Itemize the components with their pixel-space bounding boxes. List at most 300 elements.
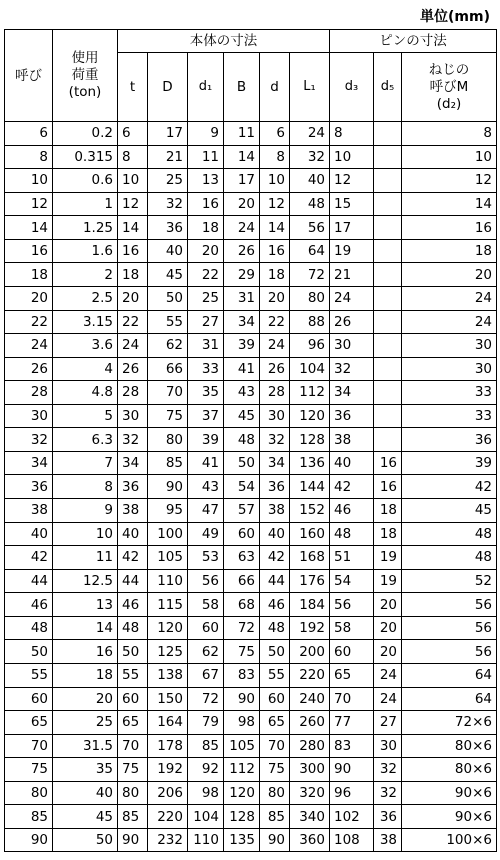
cell-t: 14: [118, 216, 148, 240]
cell-L1: 88: [290, 310, 330, 334]
header-d1: d₁: [188, 53, 224, 122]
cell-nominal: 70: [5, 734, 53, 758]
cell-d: 24: [260, 334, 290, 358]
cell-B: 128: [224, 805, 260, 829]
cell-d: 40: [260, 522, 290, 546]
cell-B: 48: [224, 428, 260, 452]
cell-load: 35: [53, 758, 118, 782]
cell-d1: 27: [188, 310, 224, 334]
table-row: [5, 216, 497, 240]
cell-d: 38: [260, 499, 290, 523]
cell-D: 100: [148, 522, 188, 546]
cell-d: 80: [260, 781, 290, 805]
cell-d5: [374, 357, 402, 381]
cell-B: 72: [224, 616, 260, 640]
cell-L1: 280: [290, 734, 330, 758]
cell-d3: 36: [330, 404, 374, 428]
cell-B: 83: [224, 663, 260, 687]
cell-d1: 110: [188, 828, 224, 852]
cell-D: 232: [148, 828, 188, 852]
cell-nominal: 16: [5, 239, 53, 263]
cell-load: 9: [53, 499, 118, 523]
unit-label: 単位(mm): [420, 9, 490, 25]
cell-D: 192: [148, 758, 188, 782]
cell-load: 0.2: [53, 122, 118, 146]
cell-d3: 58: [330, 616, 374, 640]
cell-load: 11: [53, 546, 118, 570]
cell-d3: 15: [330, 192, 374, 216]
cell-load: 7: [53, 451, 118, 475]
cell-nominal: 40: [5, 522, 53, 546]
cell-t: 80: [118, 781, 148, 805]
cell-thread: 56: [402, 616, 497, 640]
cell-D: 85: [148, 451, 188, 475]
cell-thread: 72×6: [402, 711, 497, 735]
cell-d5: [374, 239, 402, 263]
cell-thread: 16: [402, 216, 497, 240]
cell-d3: 8: [330, 122, 374, 146]
cell-load: 14: [53, 616, 118, 640]
cell-L1: 260: [290, 711, 330, 735]
cell-B: 20: [224, 192, 260, 216]
cell-d: 44: [260, 569, 290, 593]
cell-d5: 30: [374, 734, 402, 758]
cell-d3: 30: [330, 334, 374, 358]
cell-d1: 72: [188, 687, 224, 711]
cell-t: 46: [118, 593, 148, 617]
cell-nominal: 55: [5, 663, 53, 687]
header-working-load: [53, 30, 118, 122]
cell-d5: [374, 122, 402, 146]
cell-d3: 108: [330, 828, 374, 852]
cell-d5: 27: [374, 711, 402, 735]
cell-d5: 36: [374, 805, 402, 829]
header-thread-line3: (d₂): [436, 95, 462, 112]
cell-D: 110: [148, 569, 188, 593]
cell-d: 75: [260, 758, 290, 782]
cell-d3: 65: [330, 663, 374, 687]
cell-d: 14: [260, 216, 290, 240]
cell-L1: 48: [290, 192, 330, 216]
cell-t: 16: [118, 239, 148, 263]
header-pin-dimensions: ピンの寸法: [330, 30, 497, 53]
cell-B: 105: [224, 734, 260, 758]
table-row: [5, 192, 497, 216]
cell-d5: [374, 381, 402, 405]
cell-d1: 9: [188, 122, 224, 146]
cell-d: 10: [260, 169, 290, 193]
cell-t: 85: [118, 805, 148, 829]
cell-d1: 16: [188, 192, 224, 216]
cell-D: 36: [148, 216, 188, 240]
cell-d: 90: [260, 828, 290, 852]
cell-D: 66: [148, 357, 188, 381]
cell-thread: 12: [402, 169, 497, 193]
cell-d3: 21: [330, 263, 374, 287]
cell-d: 30: [260, 404, 290, 428]
cell-B: 29: [224, 263, 260, 287]
table-row: [5, 711, 497, 735]
cell-d5: [374, 145, 402, 169]
cell-t: 30: [118, 404, 148, 428]
cell-B: 24: [224, 216, 260, 240]
cell-load: 18: [53, 663, 118, 687]
cell-D: 32: [148, 192, 188, 216]
header-thread-line1: ねじの: [428, 61, 470, 78]
cell-load: 8: [53, 475, 118, 499]
cell-thread: 80×6: [402, 734, 497, 758]
cell-L1: 144: [290, 475, 330, 499]
table-row: [5, 546, 497, 570]
cell-thread: 64: [402, 663, 497, 687]
cell-B: 14: [224, 145, 260, 169]
cell-d3: 34: [330, 381, 374, 405]
cell-nominal: 18: [5, 263, 53, 287]
table-row: [5, 286, 497, 310]
table-row: [5, 687, 497, 711]
cell-D: 206: [148, 781, 188, 805]
cell-d5: 19: [374, 569, 402, 593]
cell-t: 28: [118, 381, 148, 405]
header-thread: [402, 53, 497, 122]
cell-nominal: 42: [5, 546, 53, 570]
cell-d5: 20: [374, 640, 402, 664]
cell-nominal: 14: [5, 216, 53, 240]
cell-B: 31: [224, 286, 260, 310]
table-row: [5, 451, 497, 475]
cell-L1: 64: [290, 239, 330, 263]
cell-d3: 56: [330, 593, 374, 617]
cell-L1: 200: [290, 640, 330, 664]
cell-thread: 56: [402, 640, 497, 664]
cell-thread: 24: [402, 286, 497, 310]
cell-d5: [374, 286, 402, 310]
cell-D: 80: [148, 428, 188, 452]
cell-t: 36: [118, 475, 148, 499]
cell-B: 135: [224, 828, 260, 852]
cell-d3: 12: [330, 169, 374, 193]
cell-load: 50: [53, 828, 118, 852]
cell-d3: 24: [330, 286, 374, 310]
cell-nominal: 8: [5, 145, 53, 169]
cell-nominal: 28: [5, 381, 53, 405]
table-row: [5, 428, 497, 452]
cell-load: 6.3: [53, 428, 118, 452]
cell-L1: 96: [290, 334, 330, 358]
cell-d1: 47: [188, 499, 224, 523]
cell-d: 50: [260, 640, 290, 664]
table-row: [5, 781, 497, 805]
cell-nominal: 10: [5, 169, 53, 193]
cell-B: 68: [224, 593, 260, 617]
cell-load: 1: [53, 192, 118, 216]
cell-D: 120: [148, 616, 188, 640]
cell-D: 90: [148, 475, 188, 499]
cell-thread: 48: [402, 546, 497, 570]
cell-L1: 300: [290, 758, 330, 782]
cell-L1: 340: [290, 805, 330, 829]
cell-t: 22: [118, 310, 148, 334]
cell-d1: 37: [188, 404, 224, 428]
cell-D: 150: [148, 687, 188, 711]
cell-d1: 13: [188, 169, 224, 193]
cell-d1: 49: [188, 522, 224, 546]
cell-d5: [374, 334, 402, 358]
cell-B: 66: [224, 569, 260, 593]
cell-thread: 100×6: [402, 828, 497, 852]
header-B: B: [224, 53, 260, 122]
cell-B: 63: [224, 546, 260, 570]
cell-d5: 20: [374, 616, 402, 640]
cell-t: 26: [118, 357, 148, 381]
cell-load: 45: [53, 805, 118, 829]
cell-d: 32: [260, 428, 290, 452]
cell-d1: 67: [188, 663, 224, 687]
cell-L1: 56: [290, 216, 330, 240]
header-load-line2: 荷重: [71, 67, 99, 83]
cell-d1: 41: [188, 451, 224, 475]
cell-d5: 18: [374, 499, 402, 523]
cell-d3: 19: [330, 239, 374, 263]
cell-D: 55: [148, 310, 188, 334]
cell-nominal: 12: [5, 192, 53, 216]
cell-nominal: 46: [5, 593, 53, 617]
cell-thread: 33: [402, 381, 497, 405]
cell-B: 75: [224, 640, 260, 664]
table-row: [5, 334, 497, 358]
cell-t: 50: [118, 640, 148, 664]
cell-L1: 320: [290, 781, 330, 805]
cell-D: 220: [148, 805, 188, 829]
cell-d5: 18: [374, 522, 402, 546]
cell-d: 8: [260, 145, 290, 169]
cell-d: 65: [260, 711, 290, 735]
cell-thread: 80×6: [402, 758, 497, 782]
cell-load: 4.8: [53, 381, 118, 405]
table-row: [5, 475, 497, 499]
cell-d: 22: [260, 310, 290, 334]
table-row: [5, 499, 497, 523]
table-row: [5, 145, 497, 169]
cell-d: 36: [260, 475, 290, 499]
cell-B: 112: [224, 758, 260, 782]
cell-d5: 16: [374, 451, 402, 475]
cell-nominal: 75: [5, 758, 53, 782]
cell-nominal: 36: [5, 475, 53, 499]
cell-nominal: 44: [5, 569, 53, 593]
cell-d5: 32: [374, 781, 402, 805]
cell-d1: 79: [188, 711, 224, 735]
table-row: [5, 569, 497, 593]
cell-load: 1.6: [53, 239, 118, 263]
cell-t: 18: [118, 263, 148, 287]
table-row: [5, 122, 497, 146]
cell-L1: 176: [290, 569, 330, 593]
cell-load: 2: [53, 263, 118, 287]
cell-d5: 32: [374, 758, 402, 782]
cell-d: 34: [260, 451, 290, 475]
cell-load: 0.315: [53, 145, 118, 169]
cell-d1: 104: [188, 805, 224, 829]
cell-nominal: 26: [5, 357, 53, 381]
cell-B: 57: [224, 499, 260, 523]
cell-t: 8: [118, 145, 148, 169]
cell-thread: 52: [402, 569, 497, 593]
cell-load: 4: [53, 357, 118, 381]
cell-d1: 53: [188, 546, 224, 570]
cell-thread: 36: [402, 428, 497, 452]
cell-d5: 19: [374, 546, 402, 570]
cell-D: 70: [148, 381, 188, 405]
cell-d1: 35: [188, 381, 224, 405]
cell-d3: 102: [330, 805, 374, 829]
table-body: [5, 122, 497, 852]
cell-t: 48: [118, 616, 148, 640]
table-row: [5, 239, 497, 263]
cell-L1: 152: [290, 499, 330, 523]
table-row: [5, 522, 497, 546]
table-row: [5, 758, 497, 782]
cell-d1: 25: [188, 286, 224, 310]
header-d: d: [260, 53, 290, 122]
cell-nominal: 65: [5, 711, 53, 735]
cell-D: 125: [148, 640, 188, 664]
cell-d3: 46: [330, 499, 374, 523]
cell-L1: 112: [290, 381, 330, 405]
cell-t: 70: [118, 734, 148, 758]
header-nominal: 呼び: [5, 30, 53, 122]
cell-d5: [374, 404, 402, 428]
cell-nominal: 85: [5, 805, 53, 829]
table-row: [5, 593, 497, 617]
cell-d5: 38: [374, 828, 402, 852]
cell-t: 42: [118, 546, 148, 570]
cell-d1: 11: [188, 145, 224, 169]
cell-B: 39: [224, 334, 260, 358]
cell-d1: 85: [188, 734, 224, 758]
cell-D: 105: [148, 546, 188, 570]
cell-thread: 18: [402, 239, 497, 263]
cell-load: 2.5: [53, 286, 118, 310]
cell-t: 32: [118, 428, 148, 452]
table-row: [5, 663, 497, 687]
dimension-table: [4, 29, 497, 852]
cell-load: 5: [53, 404, 118, 428]
cell-nominal: 50: [5, 640, 53, 664]
cell-d: 55: [260, 663, 290, 687]
cell-d3: 38: [330, 428, 374, 452]
cell-d3: 83: [330, 734, 374, 758]
cell-L1: 192: [290, 616, 330, 640]
cell-L1: 40: [290, 169, 330, 193]
cell-d: 42: [260, 546, 290, 570]
cell-t: 6: [118, 122, 148, 146]
cell-t: 40: [118, 522, 148, 546]
table-row: [5, 734, 497, 758]
cell-B: 54: [224, 475, 260, 499]
cell-B: 120: [224, 781, 260, 805]
cell-d5: 16: [374, 475, 402, 499]
cell-thread: 56: [402, 593, 497, 617]
cell-B: 34: [224, 310, 260, 334]
cell-nominal: 24: [5, 334, 53, 358]
cell-d1: 31: [188, 334, 224, 358]
cell-thread: 90×6: [402, 805, 497, 829]
table-row: [5, 616, 497, 640]
cell-nominal: 38: [5, 499, 53, 523]
cell-d: 6: [260, 122, 290, 146]
cell-d3: 40: [330, 451, 374, 475]
cell-d: 26: [260, 357, 290, 381]
cell-B: 11: [224, 122, 260, 146]
table-row: [5, 357, 497, 381]
cell-t: 10: [118, 169, 148, 193]
cell-B: 50: [224, 451, 260, 475]
cell-d3: 51: [330, 546, 374, 570]
cell-d1: 98: [188, 781, 224, 805]
cell-L1: 24: [290, 122, 330, 146]
cell-nominal: 6: [5, 122, 53, 146]
cell-thread: 45: [402, 499, 497, 523]
cell-d: 28: [260, 381, 290, 405]
cell-B: 43: [224, 381, 260, 405]
cell-L1: 128: [290, 428, 330, 452]
cell-d3: 77: [330, 711, 374, 735]
cell-d: 70: [260, 734, 290, 758]
cell-d5: [374, 310, 402, 334]
cell-thread: 10: [402, 145, 497, 169]
header-D: D: [148, 53, 188, 122]
cell-nominal: 90: [5, 828, 53, 852]
cell-L1: 80: [290, 286, 330, 310]
cell-t: 65: [118, 711, 148, 735]
cell-d1: 43: [188, 475, 224, 499]
cell-nominal: 30: [5, 404, 53, 428]
cell-t: 38: [118, 499, 148, 523]
cell-d5: [374, 169, 402, 193]
header-load-line1: 使用: [71, 50, 99, 66]
table-row: [5, 404, 497, 428]
cell-d: 60: [260, 687, 290, 711]
cell-load: 3.15: [53, 310, 118, 334]
cell-d3: 17: [330, 216, 374, 240]
cell-D: 45: [148, 263, 188, 287]
cell-d5: [374, 216, 402, 240]
cell-d3: 42: [330, 475, 374, 499]
cell-L1: 240: [290, 687, 330, 711]
cell-d1: 92: [188, 758, 224, 782]
header-t: t: [118, 53, 148, 122]
cell-d1: 56: [188, 569, 224, 593]
cell-L1: 32: [290, 145, 330, 169]
cell-D: 21: [148, 145, 188, 169]
cell-d3: 48: [330, 522, 374, 546]
cell-nominal: 32: [5, 428, 53, 452]
cell-d: 48: [260, 616, 290, 640]
cell-B: 41: [224, 357, 260, 381]
cell-D: 178: [148, 734, 188, 758]
cell-D: 138: [148, 663, 188, 687]
cell-load: 40: [53, 781, 118, 805]
cell-thread: 30: [402, 334, 497, 358]
cell-d: 16: [260, 239, 290, 263]
cell-nominal: 60: [5, 687, 53, 711]
cell-L1: 168: [290, 546, 330, 570]
header-L1: L₁: [290, 53, 330, 122]
cell-L1: 184: [290, 593, 330, 617]
header-load-line3: (ton): [68, 84, 102, 100]
cell-d: 12: [260, 192, 290, 216]
